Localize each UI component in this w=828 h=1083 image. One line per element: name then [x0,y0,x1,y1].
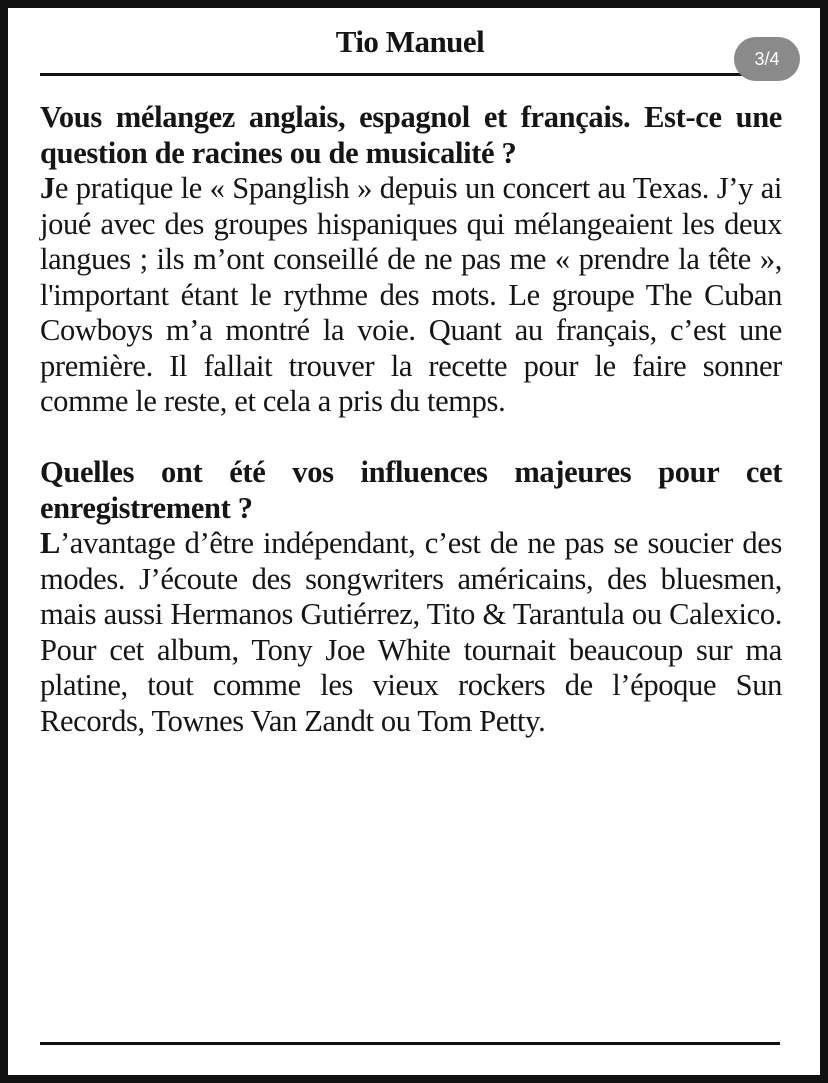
answer-1 [40,171,782,420]
question-2: Quelles ont été vos influences majeures pour cet enregistrement ? [40,455,782,525]
article-title: Tio Manuel [335,24,485,59]
article-body [40,100,782,739]
qa-block-2 [40,455,782,739]
question-1: Vous mélangez anglais, espagnol et français. Est-ce une question de racines ou de musicalité ? [40,100,782,170]
answer-1-initial: J [40,171,55,205]
answer-1-text: e pratique le « Spanglish » depuis un concert au Texas. J’y ai joué avec des groupes hispaniques qui mélangeaient les deux langues ; ils m’ont conseillé de ne pas me « prendre la tête », l'important étant le rythme des mots. Le groupe The Cuban Cowboys m’a montré la voie. Quant au français, c’est une première. Il fallait trouver la recette pour le faire sonner comme le reste, et cela a pris du temps. [40,171,782,418]
page-indicator-badge[interactable]: 3/4 [734,37,800,81]
answer-2-text: ’avantage d’être indépendant, c’est de ne pas se soucier des modes. J’écoute des songwriters américains, des bluesmen, mais aussi Hermanos Gutiérrez, Tito & Tarantula ou Calexico. Pour cet album, Tony Joe White tournait beaucoup sur ma platine, tout comme les vieux rockers de l’époque Sun Records, Townes Van Zandt ou Tom Petty. [40,526,782,738]
answer-2-initial: L [40,526,60,560]
title-divider [40,73,780,76]
bottom-divider [40,1042,780,1045]
answer-2 [40,526,782,739]
qa-block-1 [40,100,782,420]
